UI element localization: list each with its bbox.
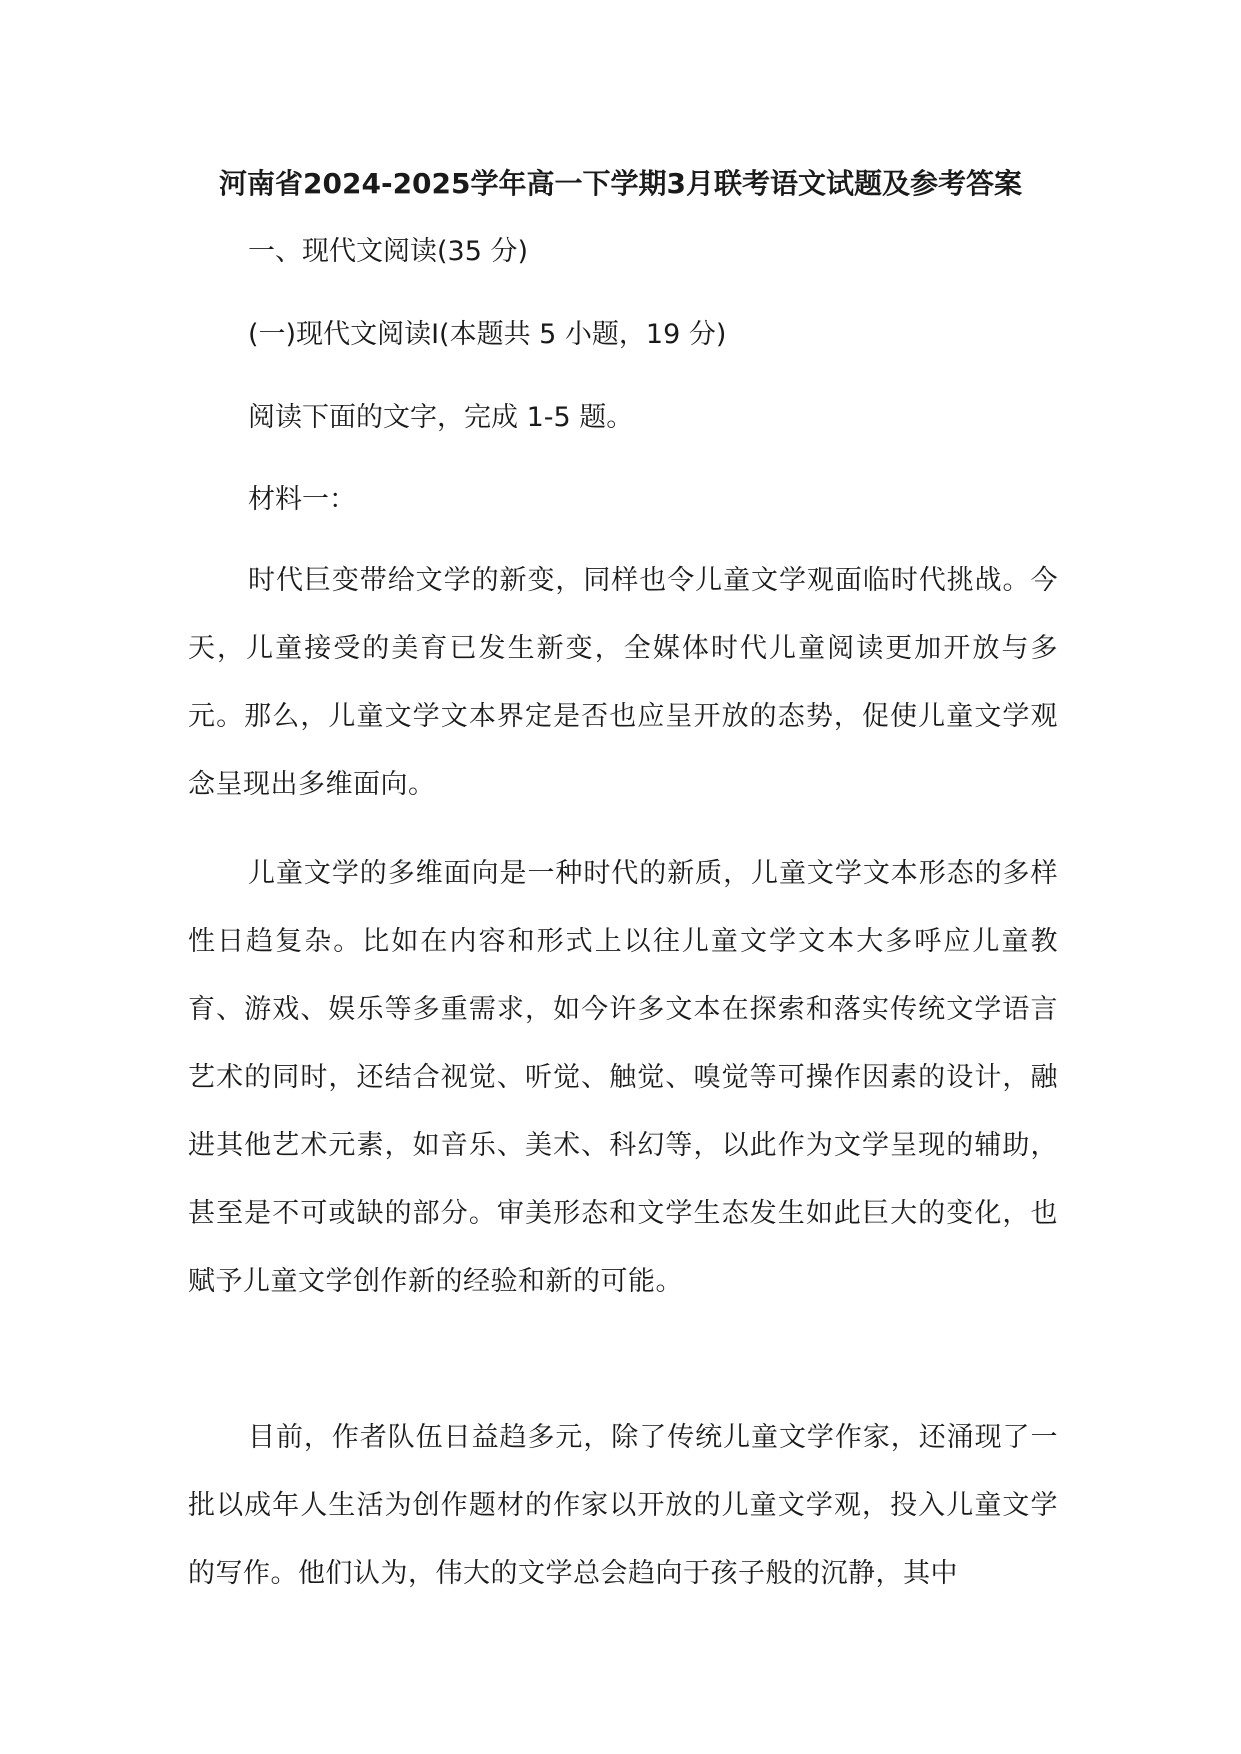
reading-instruction: 阅读下面的文字，完成 1-5 题。: [248, 402, 634, 433]
section-heading: 一、现代文阅读(35 分): [248, 236, 529, 267]
paragraph-3: 目前，作者队伍日益趋多元，除了传统儿童文学作家，还涌现了一批以成年人生活为创作题材的作家以开放的儿童文学观，投入儿童文学的写作。他们认为，伟大的文学总会趋向于孩子般的沉静，其中: [188, 1422, 1058, 1589]
paragraph-2: 儿童文学的多维面向是一种时代的新质，儿童文学文本形态的多样性日趋复杂。比如在内容和形式上以往儿童文学文本大多呼应儿童教育、游戏、娱乐等多重需求，如今许多文本在探索和落实传统文学语言艺术的同时，还结合视觉、听觉、触觉、嗅觉等可操作因素的设计，融进其他艺术元素，如音乐、美术、科幻等，以此作为文学呈现的辅助，甚至是不可或缺的部分。审美形态和文学生态发生如此巨大的变化，也赋予儿童文学创作新的经验和新的可能。: [188, 858, 1058, 1297]
subsection-heading: (一)现代文阅读Ⅰ(本题共 5 小题，19 分): [248, 319, 727, 350]
material-label: 材料一：: [248, 484, 356, 515]
paragraph-1: 时代巨变带给文学的新变，同样也令儿童文学观面临时代挑战。今天，儿童接受的美育已发生新变，全媒体时代儿童阅读更加开放与多元。那么，儿童文学文本界定是否也应呈开放的态势，促使儿童文学观念呈现出多维面向。: [188, 565, 1058, 800]
document-title: 河南省2024-2025学年高一下学期3月联考语文试题及参考答案: [219, 167, 1022, 200]
